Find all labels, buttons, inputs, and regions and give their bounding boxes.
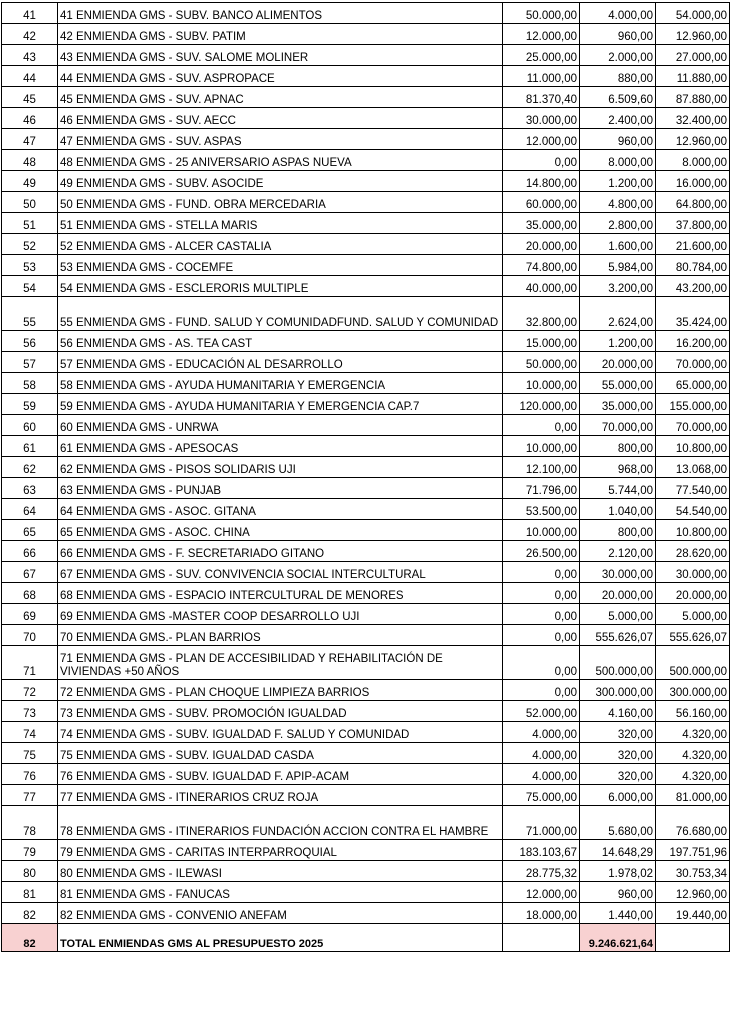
row-initial-amount: 120.000,00 — [503, 394, 580, 415]
row-number: 55 — [2, 297, 58, 331]
row-total-amount: 197.751,96 — [656, 840, 730, 861]
row-amendment-amount: 20.000,00 — [580, 583, 656, 604]
row-amendment-amount: 55.000,00 — [580, 373, 656, 394]
row-amendment-amount: 20.000,00 — [580, 352, 656, 373]
row-description: 81 ENMIENDA GMS - FANUCAS — [58, 882, 503, 903]
row-amendment-amount: 6.509,60 — [580, 87, 656, 108]
row-description: 57 ENMIENDA GMS - EDUCACIÓN AL DESARROLLO — [58, 352, 503, 373]
row-total-amount: 30.753,34 — [656, 861, 730, 882]
row-description: 79 ENMIENDA GMS - CARITAS INTERPARROQUIAL — [58, 840, 503, 861]
budget-amendments-table — [1, 2, 730, 952]
row-number: 80 — [2, 861, 58, 882]
row-amendment-amount: 8.000,00 — [580, 150, 656, 171]
row-initial-amount: 28.775,32 — [503, 861, 580, 882]
row-total-amount: 10.800,00 — [656, 520, 730, 541]
table-row — [2, 108, 730, 129]
row-amendment-amount: 320,00 — [580, 743, 656, 764]
row-number: 69 — [2, 604, 58, 625]
row-initial-amount: 71.796,00 — [503, 478, 580, 499]
row-number: 43 — [2, 45, 58, 66]
row-number: 73 — [2, 701, 58, 722]
table-row — [2, 562, 730, 583]
row-initial-amount: 4.000,00 — [503, 722, 580, 743]
row-description: 67 ENMIENDA GMS - SUV. CONVIVENCIA SOCIAL INTERCULTURAL — [58, 562, 503, 583]
row-description: 51 ENMIENDA GMS - STELLA MARIS — [58, 213, 503, 234]
row-total-amount: 19.440,00 — [656, 903, 730, 924]
table-row — [2, 276, 730, 297]
row-total-amount: 20.000,00 — [656, 583, 730, 604]
row-initial-amount: 4.000,00 — [503, 764, 580, 785]
row-total-amount: 11.880,00 — [656, 66, 730, 87]
row-description: 41 ENMIENDA GMS - SUBV. BANCO ALIMENTOS — [58, 3, 503, 24]
row-description: 61 ENMIENDA GMS - APESOCAS — [58, 436, 503, 457]
row-total-amount: 21.600,00 — [656, 234, 730, 255]
row-total-amount: 16.000,00 — [656, 171, 730, 192]
row-amendment-amount: 500.000,00 — [580, 646, 656, 680]
row-initial-amount: 15.000,00 — [503, 331, 580, 352]
table-row — [2, 436, 730, 457]
table-body — [2, 3, 730, 952]
row-initial-amount: 0,00 — [503, 583, 580, 604]
row-initial-amount: 0,00 — [503, 150, 580, 171]
table-row — [2, 478, 730, 499]
row-amendment-amount: 5.680,00 — [580, 806, 656, 840]
row-number: 52 — [2, 234, 58, 255]
row-number: 45 — [2, 87, 58, 108]
table-row — [2, 87, 730, 108]
row-initial-amount: 10.000,00 — [503, 436, 580, 457]
row-initial-amount: 53.500,00 — [503, 499, 580, 520]
row-total-amount: 13.068,00 — [656, 457, 730, 478]
row-number: 72 — [2, 680, 58, 701]
row-initial-amount: 26.500,00 — [503, 541, 580, 562]
table-row — [2, 840, 730, 861]
table-row — [2, 3, 730, 24]
row-number: 63 — [2, 478, 58, 499]
total-empty-2 — [656, 924, 730, 952]
row-total-amount: 10.800,00 — [656, 436, 730, 457]
row-description: 52 ENMIENDA GMS - ALCER CASTALIA — [58, 234, 503, 255]
row-description: 60 ENMIENDA GMS - UNRWA — [58, 415, 503, 436]
row-initial-amount: 14.800,00 — [503, 171, 580, 192]
row-description: 44 ENMIENDA GMS - SUV. ASPROPACE — [58, 66, 503, 87]
row-amendment-amount: 2.800,00 — [580, 213, 656, 234]
row-initial-amount: 0,00 — [503, 646, 580, 680]
row-amendment-amount: 5.984,00 — [580, 255, 656, 276]
row-number: 70 — [2, 625, 58, 646]
table-row — [2, 394, 730, 415]
row-total-amount: 500.000,00 — [656, 646, 730, 680]
row-amendment-amount: 1.200,00 — [580, 331, 656, 352]
total-row-number: 82 — [2, 924, 58, 952]
row-number: 64 — [2, 499, 58, 520]
row-number: 77 — [2, 785, 58, 806]
table-row — [2, 457, 730, 478]
row-description: 42 ENMIENDA GMS - SUBV. PATIM — [58, 24, 503, 45]
row-number: 61 — [2, 436, 58, 457]
row-amendment-amount: 968,00 — [580, 457, 656, 478]
row-description: 45 ENMIENDA GMS - SUV. APNAC — [58, 87, 503, 108]
row-initial-amount: 0,00 — [503, 625, 580, 646]
row-total-amount: 70.000,00 — [656, 415, 730, 436]
table-row — [2, 903, 730, 924]
row-total-amount: 4.320,00 — [656, 764, 730, 785]
table-row — [2, 583, 730, 604]
table-row — [2, 604, 730, 625]
row-description: 76 ENMIENDA GMS - SUBV. IGUALDAD F. APIP-ACAM — [58, 764, 503, 785]
row-initial-amount: 18.000,00 — [503, 903, 580, 924]
row-initial-amount: 183.103,67 — [503, 840, 580, 861]
row-number: 82 — [2, 903, 58, 924]
row-amendment-amount: 2.000,00 — [580, 45, 656, 66]
row-total-amount: 80.784,00 — [656, 255, 730, 276]
row-total-amount: 8.000,00 — [656, 150, 730, 171]
table-row — [2, 373, 730, 394]
table-row — [2, 499, 730, 520]
row-amendment-amount: 2.400,00 — [580, 108, 656, 129]
row-description: 69 ENMIENDA GMS -MASTER COOP DESARROLLO UJI — [58, 604, 503, 625]
row-description: 49 ENMIENDA GMS - SUBV. ASOCIDE — [58, 171, 503, 192]
row-total-amount: 32.400,00 — [656, 108, 730, 129]
row-initial-amount: 25.000,00 — [503, 45, 580, 66]
row-number: 58 — [2, 373, 58, 394]
table-row — [2, 680, 730, 701]
row-initial-amount: 10.000,00 — [503, 520, 580, 541]
row-description: 62 ENMIENDA GMS - PISOS SOLIDARIS UJI — [58, 457, 503, 478]
row-description: 46 ENMIENDA GMS - SUV. AECC — [58, 108, 503, 129]
table-row — [2, 701, 730, 722]
row-total-amount: 70.000,00 — [656, 352, 730, 373]
row-amendment-amount: 1.600,00 — [580, 234, 656, 255]
row-total-amount: 12.960,00 — [656, 882, 730, 903]
row-description: 53 ENMIENDA GMS - COCEMFE — [58, 255, 503, 276]
row-number: 62 — [2, 457, 58, 478]
row-number: 59 — [2, 394, 58, 415]
row-amendment-amount: 4.800,00 — [580, 192, 656, 213]
row-number: 41 — [2, 3, 58, 24]
table-row — [2, 66, 730, 87]
row-number: 56 — [2, 331, 58, 352]
row-initial-amount: 0,00 — [503, 415, 580, 436]
row-initial-amount: 40.000,00 — [503, 276, 580, 297]
row-description: 54 ENMIENDA GMS - ESCLERORIS MULTIPLE — [58, 276, 503, 297]
row-initial-amount: 30.000,00 — [503, 108, 580, 129]
row-amendment-amount: 300.000,00 — [580, 680, 656, 701]
table-row — [2, 415, 730, 436]
row-total-amount: 5.000,00 — [656, 604, 730, 625]
row-amendment-amount: 5.000,00 — [580, 604, 656, 625]
row-total-amount: 28.620,00 — [656, 541, 730, 562]
row-number: 47 — [2, 129, 58, 150]
row-amendment-amount: 960,00 — [580, 882, 656, 903]
row-amendment-amount: 14.648,29 — [580, 840, 656, 861]
row-description: 73 ENMIENDA GMS - SUBV. PROMOCIÓN IGUALDAD — [58, 701, 503, 722]
row-number: 65 — [2, 520, 58, 541]
row-description: 65 ENMIENDA GMS - ASOC. CHINA — [58, 520, 503, 541]
table-row — [2, 171, 730, 192]
row-description: 80 ENMIENDA GMS - ILEWASI — [58, 861, 503, 882]
row-description: 55 ENMIENDA GMS - FUND. SALUD Y COMUNIDADFUND. SALUD Y COMUNIDAD — [58, 297, 503, 331]
row-number: 57 — [2, 352, 58, 373]
row-total-amount: 35.424,00 — [656, 297, 730, 331]
row-number: 76 — [2, 764, 58, 785]
row-amendment-amount: 800,00 — [580, 436, 656, 457]
row-amendment-amount: 960,00 — [580, 129, 656, 150]
row-total-amount: 16.200,00 — [656, 331, 730, 352]
table-row — [2, 129, 730, 150]
row-number: 79 — [2, 840, 58, 861]
table-row — [2, 882, 730, 903]
table-row — [2, 150, 730, 171]
row-description: 47 ENMIENDA GMS - SUV. ASPAS — [58, 129, 503, 150]
row-total-amount: 77.540,00 — [656, 478, 730, 499]
row-number: 71 — [2, 646, 58, 680]
row-initial-amount: 20.000,00 — [503, 234, 580, 255]
table-row — [2, 541, 730, 562]
row-initial-amount: 12.000,00 — [503, 129, 580, 150]
total-row — [2, 924, 730, 952]
row-amendment-amount: 2.624,00 — [580, 297, 656, 331]
row-amendment-amount: 320,00 — [580, 722, 656, 743]
row-number: 74 — [2, 722, 58, 743]
row-description: 58 ENMIENDA GMS - AYUDA HUMANITARIA Y EMERGENCIA — [58, 373, 503, 394]
table-row — [2, 192, 730, 213]
row-total-amount: 43.200,00 — [656, 276, 730, 297]
row-number: 44 — [2, 66, 58, 87]
table-row — [2, 646, 730, 680]
total-label: TOTAL ENMIENDAS GMS AL PRESUPUESTO 2025 — [58, 924, 503, 952]
row-initial-amount: 12.100,00 — [503, 457, 580, 478]
row-number: 78 — [2, 806, 58, 840]
row-number: 42 — [2, 24, 58, 45]
row-description: 72 ENMIENDA GMS - PLAN CHOQUE LIMPIEZA BARRIOS — [58, 680, 503, 701]
row-number: 51 — [2, 213, 58, 234]
table-row — [2, 722, 730, 743]
row-number: 66 — [2, 541, 58, 562]
row-number: 75 — [2, 743, 58, 764]
row-total-amount: 81.000,00 — [656, 785, 730, 806]
row-description: 75 ENMIENDA GMS - SUBV. IGUALDAD CASDA — [58, 743, 503, 764]
row-description: 59 ENMIENDA GMS - AYUDA HUMANITARIA Y EMERGENCIA CAP.7 — [58, 394, 503, 415]
row-amendment-amount: 6.000,00 — [580, 785, 656, 806]
row-total-amount: 54.000,00 — [656, 3, 730, 24]
table-row — [2, 743, 730, 764]
row-initial-amount: 0,00 — [503, 562, 580, 583]
row-amendment-amount: 800,00 — [580, 520, 656, 541]
row-initial-amount: 4.000,00 — [503, 743, 580, 764]
row-initial-amount: 81.370,40 — [503, 87, 580, 108]
row-description: 56 ENMIENDA GMS - AS. TEA CAST — [58, 331, 503, 352]
row-initial-amount: 10.000,00 — [503, 373, 580, 394]
table-row — [2, 806, 730, 840]
row-initial-amount: 52.000,00 — [503, 701, 580, 722]
row-total-amount: 54.540,00 — [656, 499, 730, 520]
row-amendment-amount: 5.744,00 — [580, 478, 656, 499]
row-amendment-amount: 1.440,00 — [580, 903, 656, 924]
table-row — [2, 234, 730, 255]
row-initial-amount: 11.000,00 — [503, 66, 580, 87]
table-row — [2, 24, 730, 45]
row-initial-amount: 0,00 — [503, 604, 580, 625]
row-total-amount: 37.800,00 — [656, 213, 730, 234]
row-initial-amount: 74.800,00 — [503, 255, 580, 276]
row-number: 48 — [2, 150, 58, 171]
row-total-amount: 12.960,00 — [656, 129, 730, 150]
row-initial-amount: 71.000,00 — [503, 806, 580, 840]
row-number: 60 — [2, 415, 58, 436]
row-description: 78 ENMIENDA GMS - ITINERARIOS FUNDACIÓN ACCION CONTRA EL HAMBRE — [58, 806, 503, 840]
total-empty-1 — [503, 924, 580, 952]
row-description: 48 ENMIENDA GMS - 25 ANIVERSARIO ASPAS NUEVA — [58, 150, 503, 171]
row-amendment-amount: 4.160,00 — [580, 701, 656, 722]
row-total-amount: 4.320,00 — [656, 722, 730, 743]
table-row — [2, 764, 730, 785]
row-description: 43 ENMIENDA GMS - SUV. SALOME MOLINER — [58, 45, 503, 66]
row-amendment-amount: 1.200,00 — [580, 171, 656, 192]
row-initial-amount: 12.000,00 — [503, 882, 580, 903]
row-initial-amount: 50.000,00 — [503, 352, 580, 373]
table-row — [2, 213, 730, 234]
row-description: 63 ENMIENDA GMS - PUNJAB — [58, 478, 503, 499]
table-row — [2, 331, 730, 352]
row-amendment-amount: 3.200,00 — [580, 276, 656, 297]
row-initial-amount: 75.000,00 — [503, 785, 580, 806]
row-number: 50 — [2, 192, 58, 213]
table-row — [2, 520, 730, 541]
row-initial-amount: 35.000,00 — [503, 213, 580, 234]
row-description: 50 ENMIENDA GMS - FUND. OBRA MERCEDARIA — [58, 192, 503, 213]
row-initial-amount: 0,00 — [503, 680, 580, 701]
row-description: 71 ENMIENDA GMS - PLAN DE ACCESIBILIDAD Y REHABILITACIÓN DE VIVIENDAS +50 AÑOS — [58, 646, 503, 680]
row-total-amount: 300.000,00 — [656, 680, 730, 701]
row-description: 64 ENMIENDA GMS - ASOC. GITANA — [58, 499, 503, 520]
row-amendment-amount: 30.000,00 — [580, 562, 656, 583]
table-row — [2, 45, 730, 66]
row-number: 68 — [2, 583, 58, 604]
row-total-amount: 30.000,00 — [656, 562, 730, 583]
row-number: 53 — [2, 255, 58, 276]
row-total-amount: 56.160,00 — [656, 701, 730, 722]
row-total-amount: 555.626,07 — [656, 625, 730, 646]
row-description: 68 ENMIENDA GMS - ESPACIO INTERCULTURAL DE MENORES — [58, 583, 503, 604]
row-description: 74 ENMIENDA GMS - SUBV. IGUALDAD F. SALUD Y COMUNIDAD — [58, 722, 503, 743]
row-amendment-amount: 4.000,00 — [580, 3, 656, 24]
row-description: 70 ENMIENDA GMS.- PLAN BARRIOS — [58, 625, 503, 646]
row-total-amount: 4.320,00 — [656, 743, 730, 764]
table-row — [2, 297, 730, 331]
row-description: 66 ENMIENDA GMS - F. SECRETARIADO GITANO — [58, 541, 503, 562]
row-total-amount: 87.880,00 — [656, 87, 730, 108]
row-amendment-amount: 70.000,00 — [580, 415, 656, 436]
row-amendment-amount: 320,00 — [580, 764, 656, 785]
row-total-amount: 12.960,00 — [656, 24, 730, 45]
row-number: 54 — [2, 276, 58, 297]
row-initial-amount: 60.000,00 — [503, 192, 580, 213]
row-initial-amount: 50.000,00 — [503, 3, 580, 24]
row-initial-amount: 12.000,00 — [503, 24, 580, 45]
table-row — [2, 255, 730, 276]
row-number: 67 — [2, 562, 58, 583]
row-amendment-amount: 35.000,00 — [580, 394, 656, 415]
table-row — [2, 785, 730, 806]
row-amendment-amount: 960,00 — [580, 24, 656, 45]
row-total-amount: 155.000,00 — [656, 394, 730, 415]
table-row — [2, 861, 730, 882]
row-amendment-amount: 880,00 — [580, 66, 656, 87]
row-total-amount: 76.680,00 — [656, 806, 730, 840]
table-row — [2, 352, 730, 373]
row-number: 81 — [2, 882, 58, 903]
row-number: 49 — [2, 171, 58, 192]
row-description: 77 ENMIENDA GMS - ITINERARIOS CRUZ ROJA — [58, 785, 503, 806]
row-total-amount: 64.800,00 — [656, 192, 730, 213]
table-row — [2, 625, 730, 646]
row-total-amount: 27.000,00 — [656, 45, 730, 66]
row-amendment-amount: 2.120,00 — [580, 541, 656, 562]
row-initial-amount: 32.800,00 — [503, 297, 580, 331]
row-amendment-amount: 1.978,02 — [580, 861, 656, 882]
row-total-amount: 65.000,00 — [656, 373, 730, 394]
row-description: 82 ENMIENDA GMS - CONVENIO ANEFAM — [58, 903, 503, 924]
row-amendment-amount: 1.040,00 — [580, 499, 656, 520]
total-amount: 9.246.621,64 — [580, 924, 656, 952]
row-number: 46 — [2, 108, 58, 129]
row-amendment-amount: 555.626,07 — [580, 625, 656, 646]
